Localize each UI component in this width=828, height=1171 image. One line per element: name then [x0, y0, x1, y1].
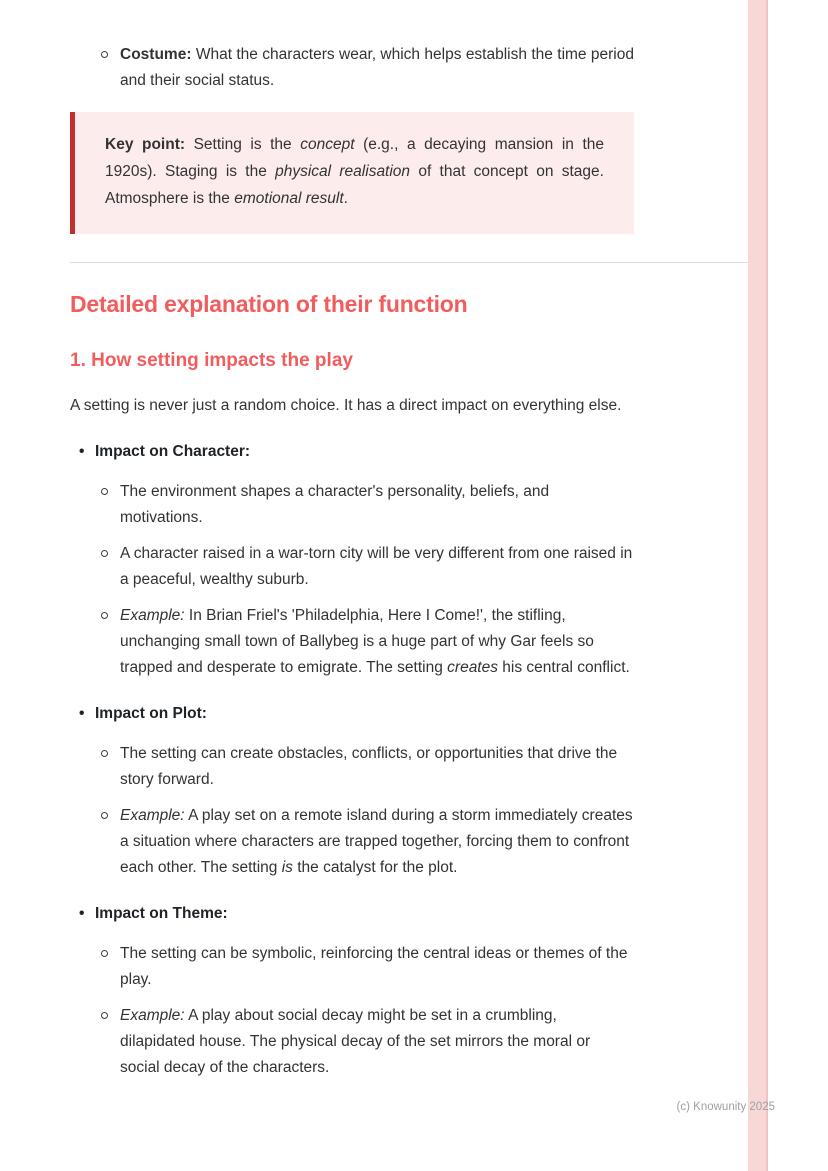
text-segment: physical realisation	[275, 163, 411, 180]
impact-list	[70, 439, 634, 1081]
text-segment: The environment shapes a character's personality, beliefs, and motivations.	[120, 483, 550, 526]
list-item-text	[120, 741, 634, 793]
list-item-text	[120, 603, 634, 681]
text-segment: concept	[300, 136, 355, 153]
key-point-text	[105, 131, 604, 212]
impact-group-theme-title: • Impact on Theme:	[95, 905, 228, 922]
text-segment: The setting can create obstacles, conflicts, or opportunities that drive the story forward.	[120, 745, 618, 788]
text-segment: creates	[447, 659, 498, 676]
list-item	[95, 1003, 634, 1081]
text-segment: The setting can be symbolic, reinforcing the central ideas or themes of the play.	[120, 945, 628, 988]
impact-group-plot	[70, 701, 634, 881]
document-content	[70, 42, 634, 1081]
key-point-callout	[70, 112, 634, 234]
costume-text	[120, 42, 634, 94]
impact-group-plot-items	[95, 741, 634, 881]
section-divider	[70, 262, 758, 263]
list-item	[95, 479, 634, 531]
list-item	[95, 803, 634, 881]
copyright-footer: (c) Knowunity 2025	[676, 1101, 775, 1113]
impact-group-character	[70, 439, 634, 681]
text-segment: In Brian Friel's 'Philadelphia, Here I Come!', the stifling, unchanging small town of Ballybeg is a huge part of why Gar feels so trapped and desperate to emigrate. The setting	[120, 607, 594, 676]
text-segment: .	[343, 190, 348, 207]
impact-group-character-items	[95, 479, 634, 681]
text-segment: the catalyst for the plot.	[292, 859, 458, 876]
text-segment: Example:	[120, 1007, 185, 1024]
list-item-text	[120, 803, 634, 881]
list-item-text	[120, 479, 634, 531]
subsection-heading: 1. How setting impacts the play	[70, 350, 353, 371]
list-item-text	[120, 1003, 634, 1081]
impact-group-theme	[70, 901, 634, 1081]
list-item-text	[120, 541, 634, 593]
text-segment: A play about social decay might be set in a crumbling, dilapidated house. The physical decay of the set mirrors the moral or social decay of the characters.	[120, 1007, 591, 1076]
text-segment: Key point:	[105, 136, 186, 153]
costume-list	[70, 42, 634, 94]
list-item-text	[120, 941, 634, 993]
text-segment: Setting is the	[185, 136, 301, 153]
list-item	[95, 741, 634, 793]
section-heading: Detailed explanation of their function	[70, 291, 468, 317]
text-segment: Example:	[120, 607, 185, 624]
text-segment: A play set on a remote island during a storm immediately creates a situation where characters are trapped together, forcing them to confront each other. The setting	[120, 807, 633, 876]
list-item	[95, 541, 634, 593]
text-segment: What the characters wear, which helps establish the time period and their social status.	[120, 46, 634, 89]
text-segment: emotional result	[234, 190, 344, 207]
text-segment: his central conflict.	[498, 659, 630, 676]
impact-group-plot-title: • Impact on Plot:	[95, 705, 207, 722]
list-item	[95, 941, 634, 993]
section-intro-paragraph: A setting is never just a random choice. It has a direct impact on everything else.	[70, 397, 622, 414]
text-segment: A character raised in a war-torn city will be very different from one raised in a peaceful, wealthy suburb.	[120, 545, 633, 588]
text-segment: Costume:	[120, 46, 192, 63]
page-edge-strip	[748, 0, 768, 1171]
text-segment: Example:	[120, 807, 185, 824]
text-segment: (e.g., a decaying mansion in the 1920s). Staging is the	[105, 136, 605, 180]
impact-group-character-title: • Impact on Character:	[95, 443, 251, 460]
list-item	[95, 603, 634, 681]
list-item-costume	[70, 42, 634, 94]
text-segment: of that concept on stage. Atmosphere is the	[105, 163, 604, 207]
impact-group-theme-items	[95, 941, 634, 1081]
text-segment: is	[281, 859, 293, 876]
